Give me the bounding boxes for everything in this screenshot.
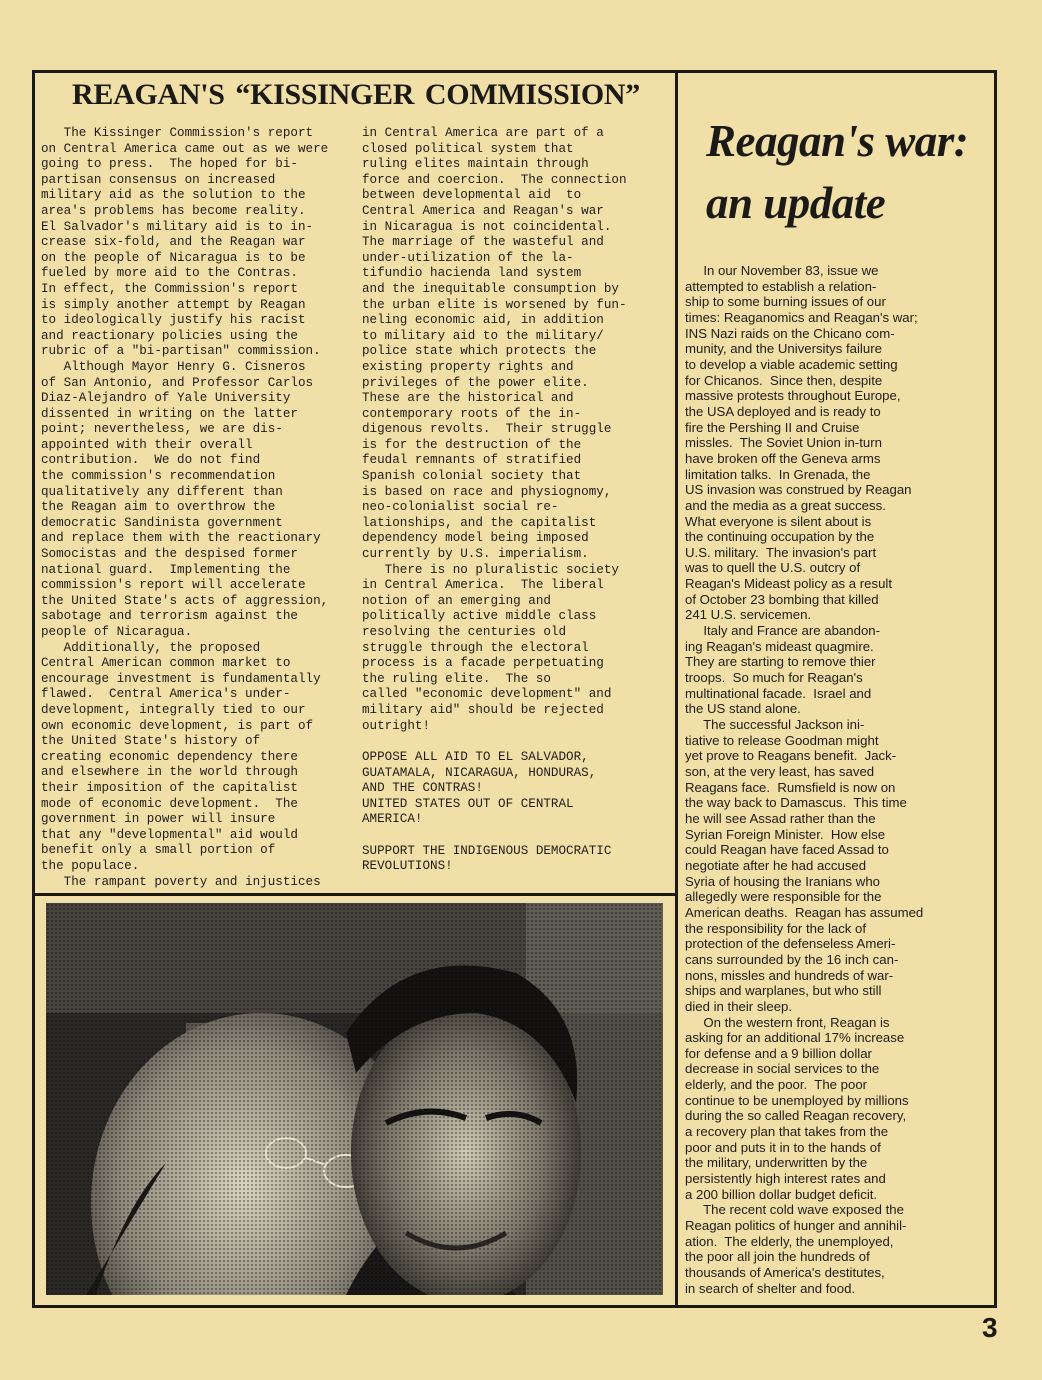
right-article-body: In our November 83, issue we attempted to establish a relation- ship to some burning issues of our times: Reaganomics and Reagan's war; INS Nazi raids on the Chicano com- munity, and the Universitys failure to develop a viable academic setting for Chicanos. Since then, despite massive protests throughout Europe, the USA deployed and is ready to fire the Pershing II and Cruise missles. The Soviet Union in-turn have broken off the Geneva arms limitation talks. In Grenada, the US invasion was construed by Reagan and the media as a great success. What everyone is silent about is the continuing occupation by the U.S. military. The invasion's part was to quell the U.S. outcry of Reagan's Mideast policy as a result of October 23 bombing that killed 241 U.S. servicemen. Italy and France are abandon- ing Reagan's mideast quagmire. They are starting to remove thier troops. So much for Reagan's multinational facade. Israel and the US stand alone. The successful Jackson ini- tiative to release Goodman might yet prove to Reagans benefit. Jack- son, at the very least, has saved Reagans face. Rumsfield is now on the way back to Damascus. This time he will see Assad rather than the Syrian Foreign Minister. How else could Reagan have faced Assad to negotiate after he had accused Syria of housing the Iranians who allegedly were responsible for the American deaths. Reagan has assumed the responsibility for the lack of protection of the defenseless Ameri- cans surrounded by the 16 inch can- nons, missles and hundreds of war- ships and warplanes, but who still died in their sleep. On the western front, Reagan is asking for an additional 17% increase for defense and a 9 billion dollar decrease in social services to the elderly, and the poor. The poor continue to be unemployed by millions during the so called Reagan recovery, a recovery plan that takes from the poor and puts it in to the hands of the military, underwritten by the persistently high interest rates and a 200 billion dollar budget deficit. The recent cold wave exposed the Reagan politics of hunger and annihil- ation. The elderly, the unemployed, the poor all join the hundreds of thousands of America's destitutes, in search of shelter and food. <box>685 263 924 1296</box>
page-number: 3 <box>982 1312 998 1343</box>
news-photo <box>46 903 663 1295</box>
headline-word-1: REAGAN'S <box>72 78 225 111</box>
headline-word-2: “KISSINGER <box>235 78 415 111</box>
article-column-1: The Kissinger Commission's report on Central America came out as we were going to press. The hoped for bi- partisan consensus on increased military aid as the solution to the area's problems has become reality. El Salvador's military aid is to in- crease six-fold, and the Reagan war on the people of Nicaragua is to be fueled by more aid to the Contras. In effect, the Commission's report is simply another attempt by Reagan to ideologically justify his racist and reactionary policies using the rubric of a "bi-partisan" commission. Although Mayor Henry G. Cisneros of San Antonio, and Professor Carlos Diaz-Alejandro of Yale University dissented in writing on the latter point; nevertheless, we are dis- appointed with their overall contribution. We do not find the commission's recommendation qualitatively any different than the Reagan aim to overthrow the democratic Sandinista government and replace them with the reactionary Somocistas and the despised former national guard. Implementing the commission's report will accelerate the United State's acts of aggression, sabotage and terrorism against the people of Nicaragua. Additionally, the proposed Central American common market to encourage investment is fundamentally flawed. Central America's under- development, integrally tied to our own economic development, is part of the United State's history of creating economic dependency there and elsewhere in the world through their imposition of the capitalist mode of economic development. The government in power will insure that any "developmental" aid would benefit only a small portion of the populace. The rampant poverty and injustices <box>41 126 329 889</box>
news-photo-image <box>46 903 663 1295</box>
article-slogans: OPPOSE ALL AID TO EL SALVADOR, GUATAMALA, NICARAGUA, HONDURAS, AND THE CONTRAS! UNITED STATES OUT OF CENTRAL AMERICA! SUPPORT THE INDIGENOUS DEMOCRATIC REVOLUTIONS! <box>362 750 612 874</box>
article-column-2: in Central America are part of a closed political system that ruling elites maintain through force and coercion. The connection between developmental aid to Central America and Reagan's war in Nicaragua is not coincidental. The marriage of the wasteful and under-utilization of the la- tifundio hacienda land system and the inequitable consumption by the urban elite is worsened by fun- neling economic aid, in addition to military aid to the military/ police state which protects the existing property rights and privileges of the power elite. These are the historical and contemporary roots of the in- digenous revolts. Their struggle is for the destruction of the feudal remnants of stratified Spanish colonial society that is based on race and physiognomy, neo-colonialist social re- lationships, and the capitalist dependency model being imposed currently by U.S. imperialism. There is no pluralistic society in Central America. The liberal notion of an emerging and politically active middle class resolving the centuries old struggle through the electoral process is a facade perpetuating the ruling elite. The so called "economic development" and military aid" should be rejected outright! <box>362 126 627 733</box>
headline-word-3: COMMISSION” <box>424 78 640 111</box>
column-divider-horizontal <box>35 893 675 896</box>
right-article-title: Reagan's war: an update <box>706 116 969 228</box>
headline <box>40 78 670 112</box>
column-divider-vertical <box>675 73 678 1305</box>
